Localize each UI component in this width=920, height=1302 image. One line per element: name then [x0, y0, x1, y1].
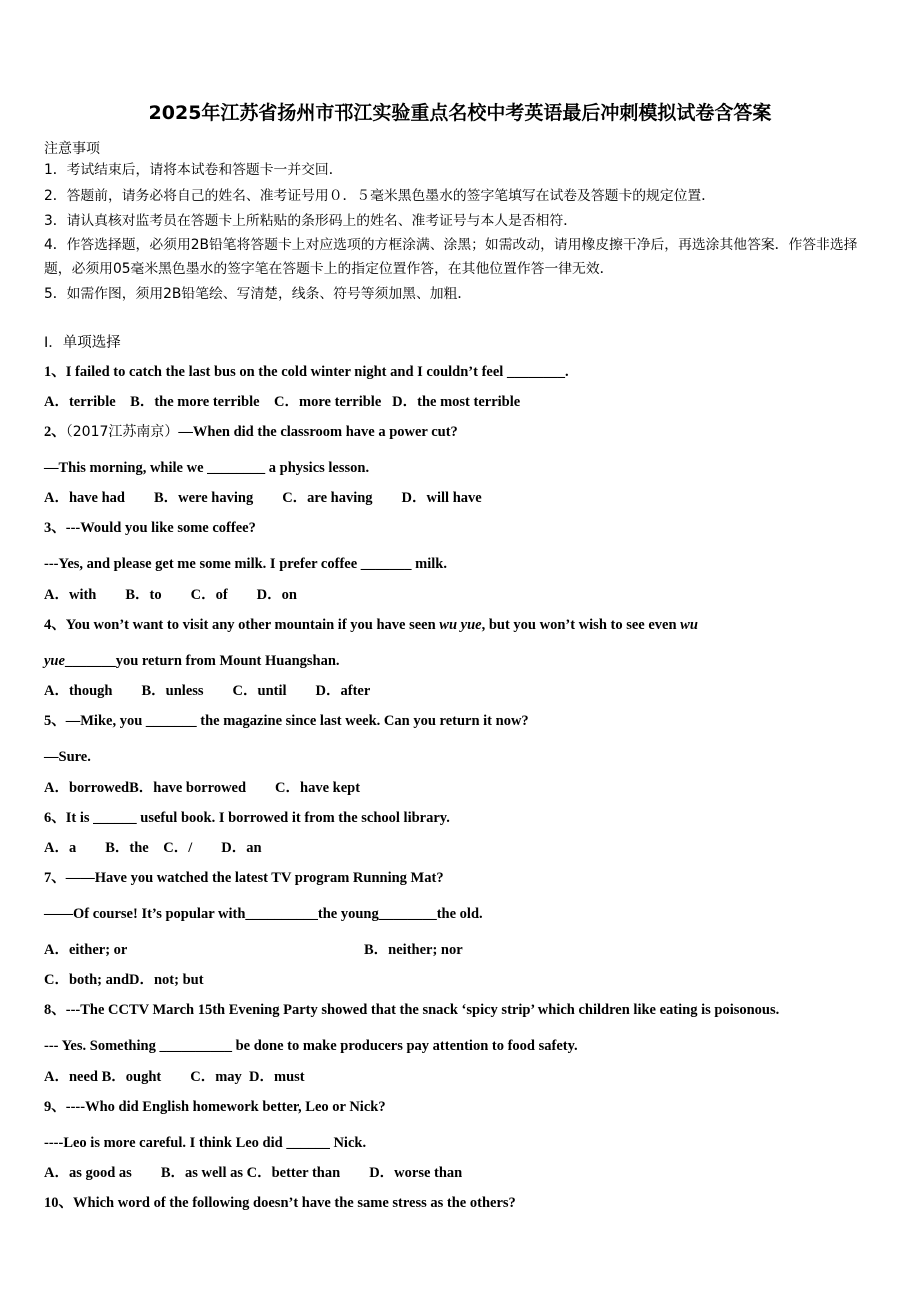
question-options: A．have had B．were having C．are having D．will have [44, 490, 482, 506]
note-item: 5．如需作图，须用2B铅笔绘、写清楚，线条、符号等须加黑、加粗． [44, 286, 472, 302]
italic-term: wu [680, 617, 698, 633]
section-heading: Ⅰ．单项选择 [44, 335, 121, 351]
question-line: —Sure. [44, 749, 91, 765]
question-options: A．with B．to C．of D．on [44, 587, 297, 603]
question-line [44, 652, 340, 670]
question-options: A．as good as B．as well as C．better than D．worse than [44, 1165, 463, 1181]
question-stem: 6、It is ______ useful book. I borrowed it from the school library. [44, 810, 450, 826]
italic-term: wu yue [439, 617, 482, 633]
question-text: , but you won’t wish to see even [481, 617, 681, 633]
note-item: 4．作答选择题，必须用2B铅笔将答题卡上对应选项的方框涂满、涂黑；如需改动，请用橡皮擦干净后，再选涂其他答案．作答非选择题，必须用05毫米黑色墨水的签字笔在答题卡上的指定位置作答，在其他位置作答一律无效． [44, 237, 858, 277]
note-item: 3．请认真核对监考员在答题卡上所粘贴的条形码上的姓名、准考证号与本人是否相符． [44, 213, 578, 229]
question-source: （2017江苏南京） [65, 424, 179, 440]
question-stem: 1、I failed to catch the last bus on the cold winter night and I couldn’t feel ________. [44, 364, 569, 380]
question-stem: 9、----Who did English homework better, Leo or Nick? [44, 1099, 386, 1115]
question-line: —This morning, while we ________ a physics lesson. [44, 460, 370, 476]
page-title: 2025年江苏省扬州市邗江实验重点名校中考英语最后冲刺模拟试卷含答案 [148, 102, 772, 124]
question-stem [44, 423, 458, 441]
question-text: 4、You won’t want to visit any other mountain if you have seen [44, 617, 440, 633]
question-text: _______you return from Mount Huangshan. [64, 653, 340, 669]
note-item: 2．答题前，请务必将自己的姓名、准考证号用０．５毫米黑色墨水的签字笔填写在试卷及答题卡的规定位置． [44, 188, 716, 204]
question-line: ---Yes, and please get me some milk. I prefer coffee _______ milk. [44, 556, 447, 572]
question-line: --- Yes. Something __________ be done to make producers pay attention to food safety. [44, 1038, 578, 1054]
question-options: C．both; andD．not; but [44, 972, 204, 988]
question-stem: 8、---The CCTV March 15th Evening Party showed that the snack ‘spicy strip’ which children like eating is poisonous. [44, 1002, 780, 1018]
option-b: B．neither; nor [364, 942, 463, 958]
question-stem: 3、---Would you like some coffee? [44, 520, 256, 536]
question-options: A．though B．unless C．until D．after [44, 683, 371, 699]
italic-term: yue [44, 653, 65, 669]
question-stem: 7、——Have you watched the latest TV program Running Mat? [44, 870, 444, 886]
question-number: 2、 [44, 424, 66, 440]
question-stem [44, 616, 698, 634]
question-options: A．a B．the C．/ D．an [44, 840, 262, 856]
question-options: A．borrowedB．have borrowed C．have kept [44, 780, 361, 796]
note-item: 1．考试结束后，请将本试卷和答题卡一并交回． [44, 162, 343, 178]
question-line: ----Leo is more careful. I think Leo did ______ Nick. [44, 1135, 367, 1151]
question-options: A．terrible B．the more terrible C．more terrible D．the most terrible [44, 394, 521, 410]
question-options: A．need B．ought C．may D．must [44, 1069, 305, 1085]
question-line: ——Of course! It’s popular with__________the young________the old. [44, 906, 483, 922]
question-text: —When did the classroom have a power cut? [178, 424, 458, 440]
notes-heading: 注意事项 [44, 141, 100, 157]
option-a: A．either; or [44, 942, 128, 958]
question-stem: 5、—Mike, you _______ the magazine since last week. Can you return it now? [44, 713, 529, 729]
question-stem: 10、Which word of the following doesn’t have the same stress as the others? [44, 1195, 516, 1211]
